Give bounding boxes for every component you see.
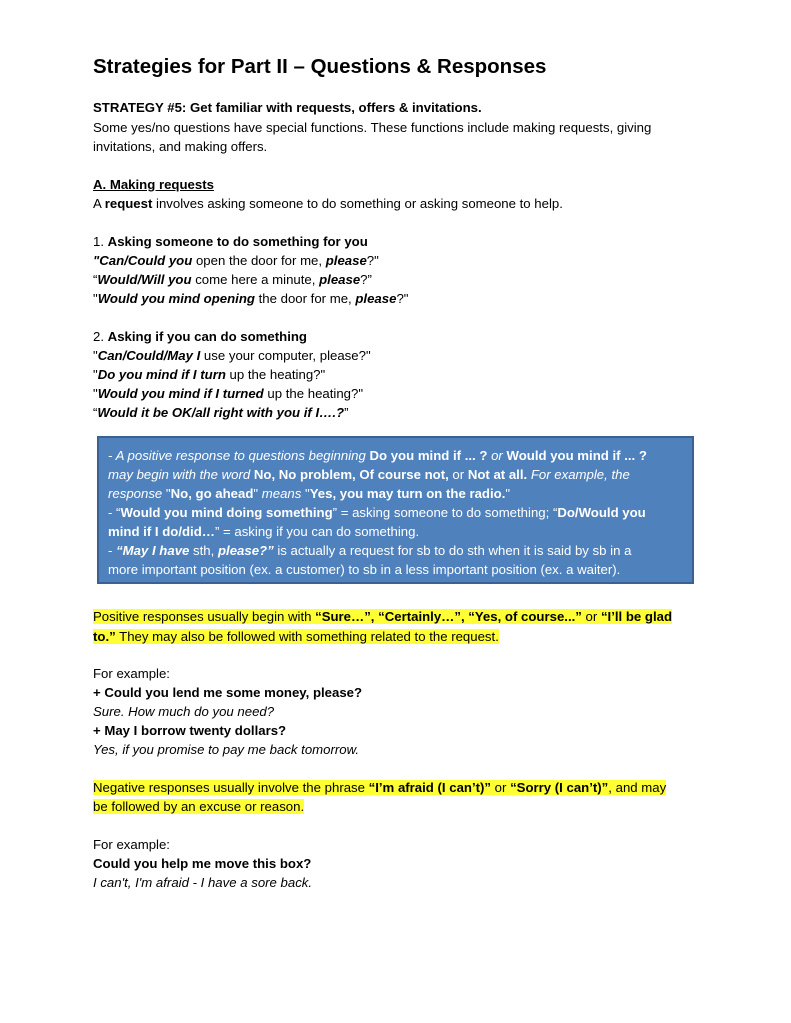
positive-responses-line-1 bbox=[93, 607, 672, 626]
callout-text: ” = asking if you can do something. bbox=[214, 524, 420, 539]
callout-line-5 bbox=[108, 522, 419, 541]
example-text: ?" bbox=[366, 253, 379, 268]
highlighted-text bbox=[93, 780, 666, 795]
example-phrase: Would you mind if I turned bbox=[97, 386, 264, 401]
callout-text: may begin with the word bbox=[108, 467, 254, 482]
callout-text: ” = asking someone to do something; “ bbox=[332, 505, 558, 520]
callout-line-7: more important position (ex. a customer) to sb in a less important position (ex. a waiter). bbox=[108, 562, 621, 577]
highlighted-text bbox=[93, 609, 672, 624]
callout-phrase: mind if I do/did… bbox=[108, 524, 215, 539]
callout-phrase: Not at all. bbox=[467, 467, 528, 482]
key-phrase: “Sorry (I can’t)” bbox=[510, 780, 609, 795]
part2-number: 2. bbox=[93, 329, 108, 344]
callout-phrase: Yes, you may turn on the radio. bbox=[309, 486, 506, 501]
example-text: ?" bbox=[396, 291, 409, 306]
part1-heading-text: Asking someone to do something for you bbox=[107, 234, 368, 249]
body-text: Positive responses usually begin with bbox=[93, 609, 316, 624]
example-question: + May I borrow twenty dollars? bbox=[93, 723, 287, 738]
section-a-heading: A. Making requests bbox=[93, 177, 214, 192]
callout-phrase: Would you mind if ... ? bbox=[506, 448, 647, 463]
example-phrase: Can/Could/May I bbox=[97, 348, 201, 363]
callout-line-6 bbox=[108, 541, 631, 560]
part2-example-4 bbox=[93, 403, 348, 422]
callout-text: or bbox=[487, 448, 507, 463]
key-phrase: “I’m afraid (I can’t)” bbox=[368, 780, 492, 795]
callout-text: " bbox=[165, 486, 171, 501]
key-phrase: “Sure…”, “Certainly…”, “Yes, of course...” bbox=[315, 609, 582, 624]
definition-text: involves asking someone to do something or asking someone to help. bbox=[152, 196, 563, 211]
callout-phrase: Would you mind doing something bbox=[120, 505, 333, 520]
part2-example-2 bbox=[93, 365, 325, 384]
part2-heading-text: Asking if you can do something bbox=[107, 329, 307, 344]
callout-phrase: No, No problem, Of course not, bbox=[253, 467, 449, 482]
callout-text: or bbox=[448, 467, 468, 482]
key-phrase: “I’ll be glad bbox=[600, 609, 673, 624]
example-text: " bbox=[93, 348, 98, 363]
negative-responses-line-1 bbox=[93, 778, 666, 797]
example-text: come here a minute, bbox=[191, 272, 320, 287]
part1-heading bbox=[93, 232, 368, 251]
part2-example-3 bbox=[93, 384, 363, 403]
example-label: For example: bbox=[93, 666, 170, 681]
callout-text: " bbox=[253, 486, 262, 501]
callout-text: - A positive response to questions beginning bbox=[108, 448, 370, 463]
callout-phrase: Do you mind if ... ? bbox=[369, 448, 488, 463]
example-text: “ bbox=[93, 405, 98, 420]
callout-text: means bbox=[261, 486, 302, 501]
example-text: up the heating?" bbox=[225, 367, 326, 382]
callout-line-4 bbox=[108, 503, 646, 522]
callout-text: response bbox=[108, 486, 166, 501]
definition-term: request bbox=[104, 196, 153, 211]
body-text: , and may bbox=[608, 780, 667, 795]
example-phrase: please bbox=[325, 253, 367, 268]
example-phrase: Would you mind opening bbox=[97, 291, 255, 306]
page-title: Strategies for Part II – Questions & Responses bbox=[93, 55, 547, 78]
body-text: or bbox=[491, 780, 511, 795]
example-phrase: Do you mind if I turn bbox=[97, 367, 226, 382]
negative-responses-line-2 bbox=[93, 797, 304, 816]
body-text: or bbox=[581, 609, 601, 624]
body-text: Negative responses usually involve the phrase bbox=[93, 780, 369, 795]
tip-callout-box bbox=[97, 436, 694, 584]
key-phrase: to.” bbox=[93, 629, 116, 644]
example-phrase: please bbox=[355, 291, 397, 306]
strategy-intro-line-2: invitations, and making offers. bbox=[93, 139, 268, 154]
highlighted-text bbox=[93, 629, 499, 644]
positive-responses-line-2 bbox=[93, 627, 499, 646]
example-text: ” bbox=[344, 405, 349, 420]
callout-text: - bbox=[108, 543, 117, 558]
callout-line-1 bbox=[108, 446, 647, 465]
callout-text: is actually a request for sb to do sth when it is said by sb in a bbox=[273, 543, 632, 558]
callout-text: sth, bbox=[189, 543, 218, 558]
example-text: ?” bbox=[360, 272, 372, 287]
callout-line-3 bbox=[108, 484, 510, 503]
strategy-heading: STRATEGY #5: Get familiar with requests, offers & invitations. bbox=[93, 100, 482, 115]
callout-phrase: “May I have bbox=[116, 543, 190, 558]
part2-example-1 bbox=[93, 346, 371, 365]
example-question: Could you help me move this box? bbox=[93, 856, 312, 871]
example-text: " bbox=[93, 386, 98, 401]
callout-phrase: Do/Would you bbox=[557, 505, 646, 520]
highlighted-text: be followed by an excuse or reason. bbox=[93, 799, 305, 814]
example-phrase: "Can/Could you bbox=[93, 253, 193, 268]
example-text: " bbox=[93, 367, 98, 382]
example-text: “ bbox=[93, 272, 98, 287]
definition-text: A bbox=[93, 196, 105, 211]
part1-example-1 bbox=[93, 251, 379, 270]
example-text: " bbox=[93, 291, 98, 306]
example-question: + Could you lend me some money, please? bbox=[93, 685, 363, 700]
callout-text: - “ bbox=[108, 505, 121, 520]
example-text: open the door for me, bbox=[192, 253, 326, 268]
example-answer: I can't, I'm afraid - I have a sore back. bbox=[93, 875, 313, 890]
callout-phrase: No, go ahead bbox=[170, 486, 254, 501]
example-phrase: Would/Will you bbox=[97, 272, 192, 287]
example-answer: Sure. How much do you need? bbox=[93, 704, 275, 719]
example-answer: Yes, if you promise to pay me back tomorrow. bbox=[93, 742, 360, 757]
callout-text: For example, the bbox=[527, 467, 630, 482]
part1-example-2 bbox=[93, 270, 372, 289]
example-phrase: please bbox=[319, 272, 361, 287]
example-label: For example: bbox=[93, 837, 170, 852]
callout-line-2 bbox=[108, 465, 630, 484]
strategy-intro-line-1: Some yes/no questions have special functions. These functions include making requests, giving bbox=[93, 120, 652, 135]
callout-text: " bbox=[505, 486, 511, 501]
body-text: They may also be followed with something related to the request. bbox=[115, 629, 499, 644]
callout-phrase: please?” bbox=[217, 543, 274, 558]
example-phrase: Would it be OK/all right with you if I….? bbox=[97, 405, 345, 420]
example-text: the door for me, bbox=[254, 291, 356, 306]
request-definition bbox=[93, 194, 563, 213]
part1-example-3 bbox=[93, 289, 408, 308]
callout-text: " bbox=[301, 486, 310, 501]
example-text: use your computer, please?" bbox=[200, 348, 371, 363]
part2-heading bbox=[93, 327, 307, 346]
part1-number: 1. bbox=[93, 234, 108, 249]
example-text: up the heating?" bbox=[263, 386, 364, 401]
